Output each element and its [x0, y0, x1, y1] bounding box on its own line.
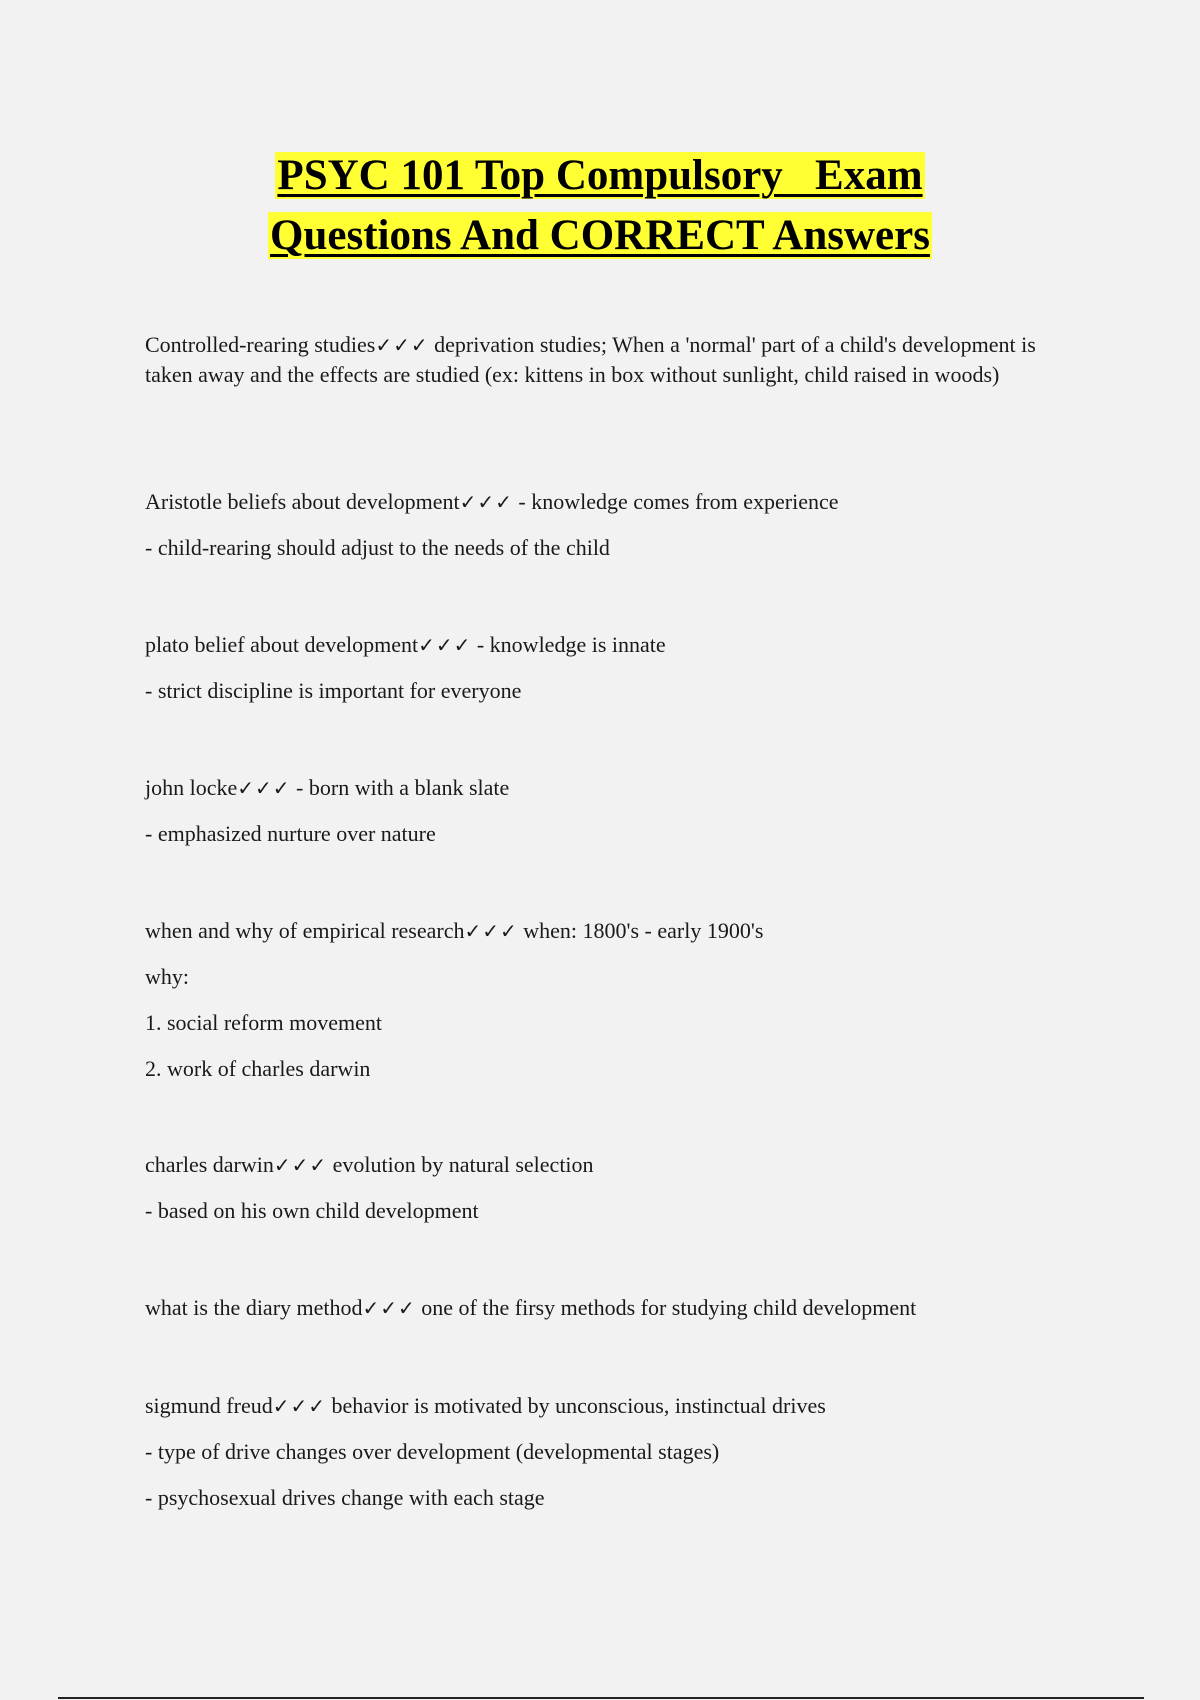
check-marks-icon: ✓✓✓	[375, 333, 429, 357]
check-marks-icon: ✓✓✓	[237, 776, 291, 800]
qa-item	[145, 773, 509, 849]
check-marks-icon: ✓✓✓	[273, 1153, 328, 1177]
qa-first-line	[145, 1293, 916, 1323]
qa-answer-line: 1. social reform movement	[145, 1010, 383, 1035]
qa-answer-line: - emphasized nurture over nature	[145, 821, 436, 846]
qa-answer-line: - child-rearing should adjust to the needs of the child	[145, 535, 610, 560]
qa-answer-line: - type of drive changes over development (developmental stages)	[145, 1439, 720, 1464]
qa-answer-line: - psychosexual drives change with each stage	[145, 1485, 545, 1510]
qa-first-line	[145, 330, 1045, 390]
qa-term: plato belief about development	[145, 632, 419, 657]
qa-term: john locke	[145, 775, 238, 800]
check-marks-icon: ✓✓✓	[459, 490, 513, 514]
qa-term: when and why of empirical research	[145, 918, 465, 943]
qa-answer-line: why:	[145, 964, 189, 989]
check-marks-icon: ✓✓✓	[272, 1394, 326, 1418]
check-marks-icon: ✓✓✓	[362, 1296, 416, 1320]
qa-item	[145, 630, 666, 706]
qa-answer: evolution by natural selection	[332, 1152, 594, 1177]
qa-term: Controlled-rearing studies	[145, 332, 376, 357]
qa-term: sigmund freud	[145, 1393, 273, 1418]
qa-first-line	[145, 487, 839, 517]
qa-answer: - knowledge comes from experience	[518, 489, 839, 514]
qa-answer: - born with a blank slate	[296, 775, 510, 800]
qa-first-line	[145, 773, 509, 803]
qa-first-line	[145, 630, 666, 660]
qa-item	[145, 1293, 916, 1323]
qa-term: Aristotle beliefs about development	[145, 489, 460, 514]
qa-item	[145, 487, 839, 563]
qa-first-line	[145, 916, 763, 946]
qa-item	[145, 330, 1045, 390]
qa-item	[145, 1150, 594, 1226]
qa-first-line	[145, 1150, 594, 1180]
qa-answer-line: - strict discipline is important for everyone	[145, 678, 522, 703]
document-title	[0, 146, 1200, 266]
qa-term: charles darwin	[145, 1152, 274, 1177]
qa-answer: when: 1800's - early 1900's	[523, 918, 764, 943]
check-marks-icon: ✓✓✓	[418, 633, 472, 657]
qa-answer: one of the firsy methods for studying child development	[421, 1295, 917, 1320]
qa-answer-line: - based on his own child development	[145, 1198, 479, 1223]
qa-first-line	[145, 1391, 826, 1421]
qa-answer: - knowledge is innate	[476, 632, 666, 657]
qa-answer-line: 2. work of charles darwin	[145, 1056, 371, 1081]
page-bottom-rule	[58, 1697, 1144, 1699]
qa-item	[145, 916, 763, 1084]
qa-answer: deprivation studies; When a 'normal' part of a child's development is taken away and the effects are studied (ex: kittens in box without sunlight, child raised in woods)	[145, 332, 1036, 387]
qa-answer: behavior is motivated by unconscious, instinctual drives	[331, 1393, 826, 1418]
qa-item	[145, 1391, 826, 1513]
qa-term: what is the diary method	[145, 1295, 363, 1320]
title-line-1: PSYC 101 Top Compulsory Exam	[277, 152, 923, 199]
check-marks-icon: ✓✓✓	[464, 919, 518, 943]
title-line-2: Questions And CORRECT Answers	[270, 212, 930, 259]
